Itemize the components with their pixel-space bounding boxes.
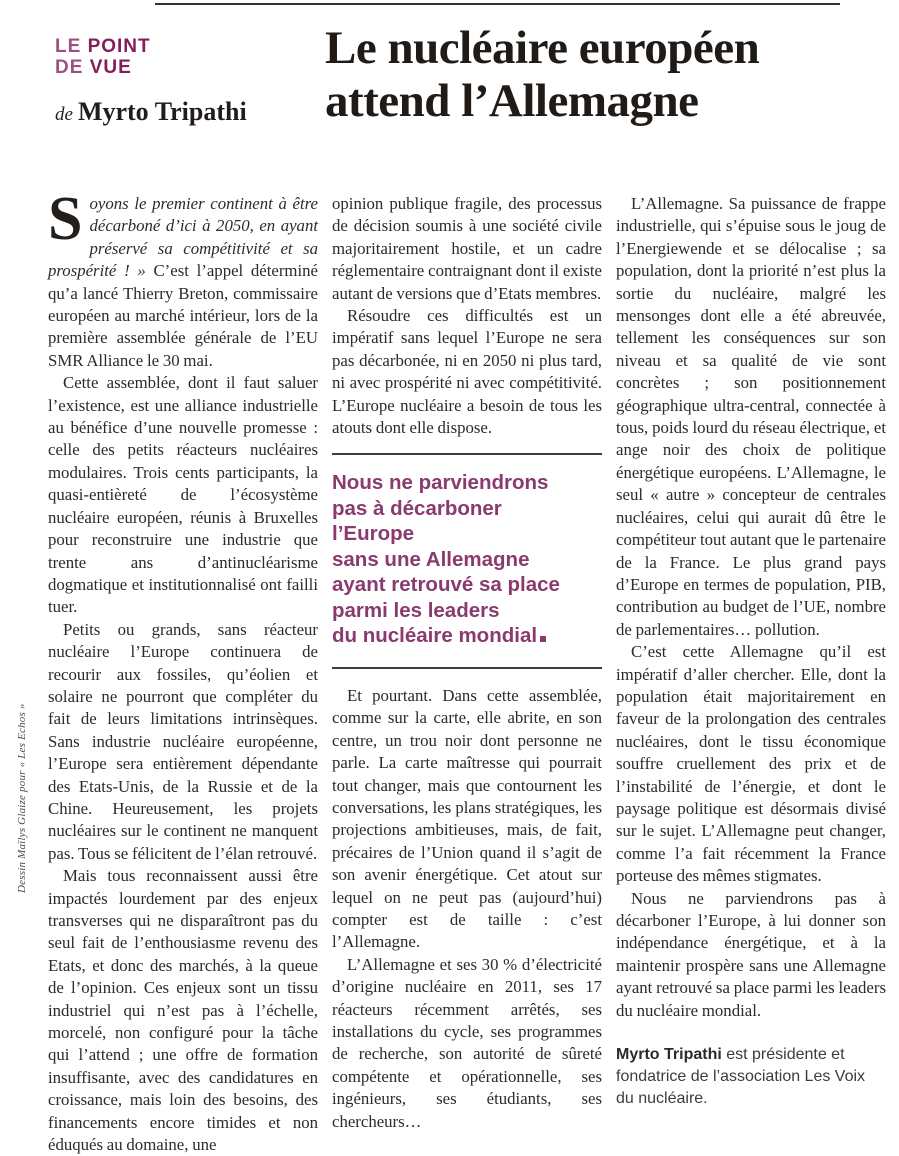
byline-prefix: de	[55, 104, 73, 125]
kicker-point: POINT	[87, 36, 151, 57]
lead-paragraph	[48, 185, 318, 372]
lead-text: C’est l’appel déterminé qu’a lancé Thierry Breton, commissaire européen au marché intérieur, lors de la première assemblée générale de l’EU SMR Alliance le 30 mai.	[48, 261, 318, 370]
body-paragraph: Et pourtant. Dans cette assemblée, comme sur la carte, elle abrite, en son centre, un trou noir dont personne ne parle. La carte maîtresse qui pourrait tout changer, mais que contournent les conversations, les plans stratégiques, les projections ambitieuses, mais, de fait, précaires de l’Union quand il s’agit de son avenir énergétique. Cet atout sur lequel on ne peut pas (aujourd’hui) compter est de taille : c’est l’Allemagne.	[332, 685, 602, 952]
kicker-line2	[55, 57, 151, 78]
column-3	[616, 193, 886, 1110]
headline-line1: Le nucléaire européen	[325, 22, 760, 74]
kicker-line1	[55, 36, 151, 57]
kicker-vue: VUE	[89, 57, 132, 78]
top-rule	[155, 3, 840, 5]
pull-quote: Nous ne parviendrons pas à décarboner l’Europe sans une Allemagne ayant retrouvé sa place parmi les leaders du nucléaire mondial	[332, 453, 602, 669]
body-paragraph: L’Allemagne et ses 30 % d’électricité d’origine nucléaire en 2011, ses 17 réacteurs récemment arrêtés, ses installations du cycle, ses programmes de recherche, son autorité de sûreté compétente et opérationnelle, ses ingénieurs, ses étudiants, ses chercheurs…	[332, 954, 602, 1131]
body-paragraph: Nous ne parviendrons pas à décarboner l’Europe, à lui donner son indépendance énergétique, et à la maintenir prospère sans une Allemagne ayant retrouvé sa place parmi les leaders du nucléaire mondial.	[616, 888, 886, 1020]
drop-cap: S	[48, 185, 83, 253]
body-paragraph: Résoudre ces difficultés est un impératif sans lequel l’Europe ne sera pas décarbonée, ni en 2050 ni plus tard, ni avec prospérité ni avec compétitivité. L’Europe nucléaire a besoin de tous les atouts dont elle dispose.	[332, 306, 602, 438]
body-paragraph: opinion publique fragile, des processus de décision soumis à une société civile majoritairement hostile, et un cadre réglementaire contraignant dont il existe autant de versions que d’Etats membres.	[332, 194, 602, 303]
article-body	[48, 185, 886, 1156]
author-bio: Myrto Tripathi est présidente et fondatrice de l’association Les Voix du nucléaire.	[616, 1046, 866, 1108]
column-2	[332, 193, 602, 1133]
body-paragraph: Mais tous reconnaissent aussi être impactés lourdement par des enjeux transverses qui ne disparaîtront pas du seul fait de l’enthousiasme revenu des Etats, et donc des marchés, à la queue de l’opinion. Ces enjeux sont un tissu industriel qui n’est pas à l’échelle, morcelé, non configuré pour la tâche qui l’attend ; une offre de formation insuffisante, avec des candidatures en croissance, mais loin des besoins, des financements encore timides et non éduqués au domaine, une	[48, 866, 318, 1155]
kicker-de: DE	[55, 57, 84, 78]
column-1	[48, 185, 318, 1156]
author-bio-name: Myrto Tripathi	[616, 1046, 722, 1064]
body-paragraph: Petits ou grands, sans réacteur nucléaire l’Europe continuera de recourir aux fossiles, qu’éolien et solaire ne pourront que compléter du fait de leurs limitations intrinsèques. Sans industrie nucléaire européenne, l’Europe sera entièrement dépendante des Etats-Unis, de la Russie et de la Chine. Heureusement, les projets nucléaires sur le continent ne manquent pas. Tous se félicitent de l’élan retrouvé.	[48, 619, 318, 863]
byline-author-name: Myrto Tripathi	[77, 97, 247, 126]
kicker-le: LE	[55, 36, 82, 57]
body-paragraph: C’est cette Allemagne qu’il est impératif d’aller chercher. Elle, dont la population était majoritairement en faveur de la prolongation des centrales nucléaires, dont le tissu économique souffre cruellement des prix et de l’instabilité de l’énergie, et dont le paysage politique est désormais divisé sur le sujet. L’Allemagne peut changer, comme l’a fait récemment la France porteuse des mêmes stigmates.	[616, 642, 886, 886]
headline-line2: attend l’Allemagne	[325, 75, 699, 127]
lead-italic-quote: oyons le premier continent à être décarboné d’ici à 2050, en ayant préservé sa compétitivité et sa prospérité ! »	[48, 194, 318, 281]
article-headline	[325, 22, 885, 128]
body-paragraph: L’Allemagne. Sa puissance de frappe industrielle, qui s’épuise sous le joug de l’Energiewende et se délocalise ; sa population, dont la priorité n’est plus la sortie du nucléaire, malgré les mensonges dont elle a été abreuvée, tellement les conséquences sur son niveau et sa qualité de vie sont concrètes ; son positionnement géographique ultra-central, connectée à tous, poids lourd du réseau électrique, et ange noir des choix de politique énergétique européens. L’Allemagne, le seul « autre » concepteur de centrales nucléaires, celui qui aurait dû être le compétiteur tout autant que le partenaire de la France. Le plus grand pays d’Europe en termes de population, PIB, contribution au budget de l’UE, nombre de parlementaires… pollution.	[616, 194, 886, 639]
illustration-credit: Dessin Maïlys Glaize pour « Les Echos »	[16, 703, 28, 893]
section-kicker	[55, 36, 151, 78]
quote-endmark-square	[540, 636, 546, 642]
byline	[55, 97, 247, 127]
body-paragraph: Cette assemblée, dont il faut saluer l’existence, est une alliance industrielle au bénéfice d’une nouvelle promesse : celle des petits réacteurs nucléaires modulaires. Trois cents participants, la quasi-entièreté de l’écosystème nucléaire européen, réunis à Bruxelles pour reconstruire une industrie que trente ans d’antinucléarisme dogmatique et institutionnalisé ont failli tuer.	[48, 373, 318, 617]
